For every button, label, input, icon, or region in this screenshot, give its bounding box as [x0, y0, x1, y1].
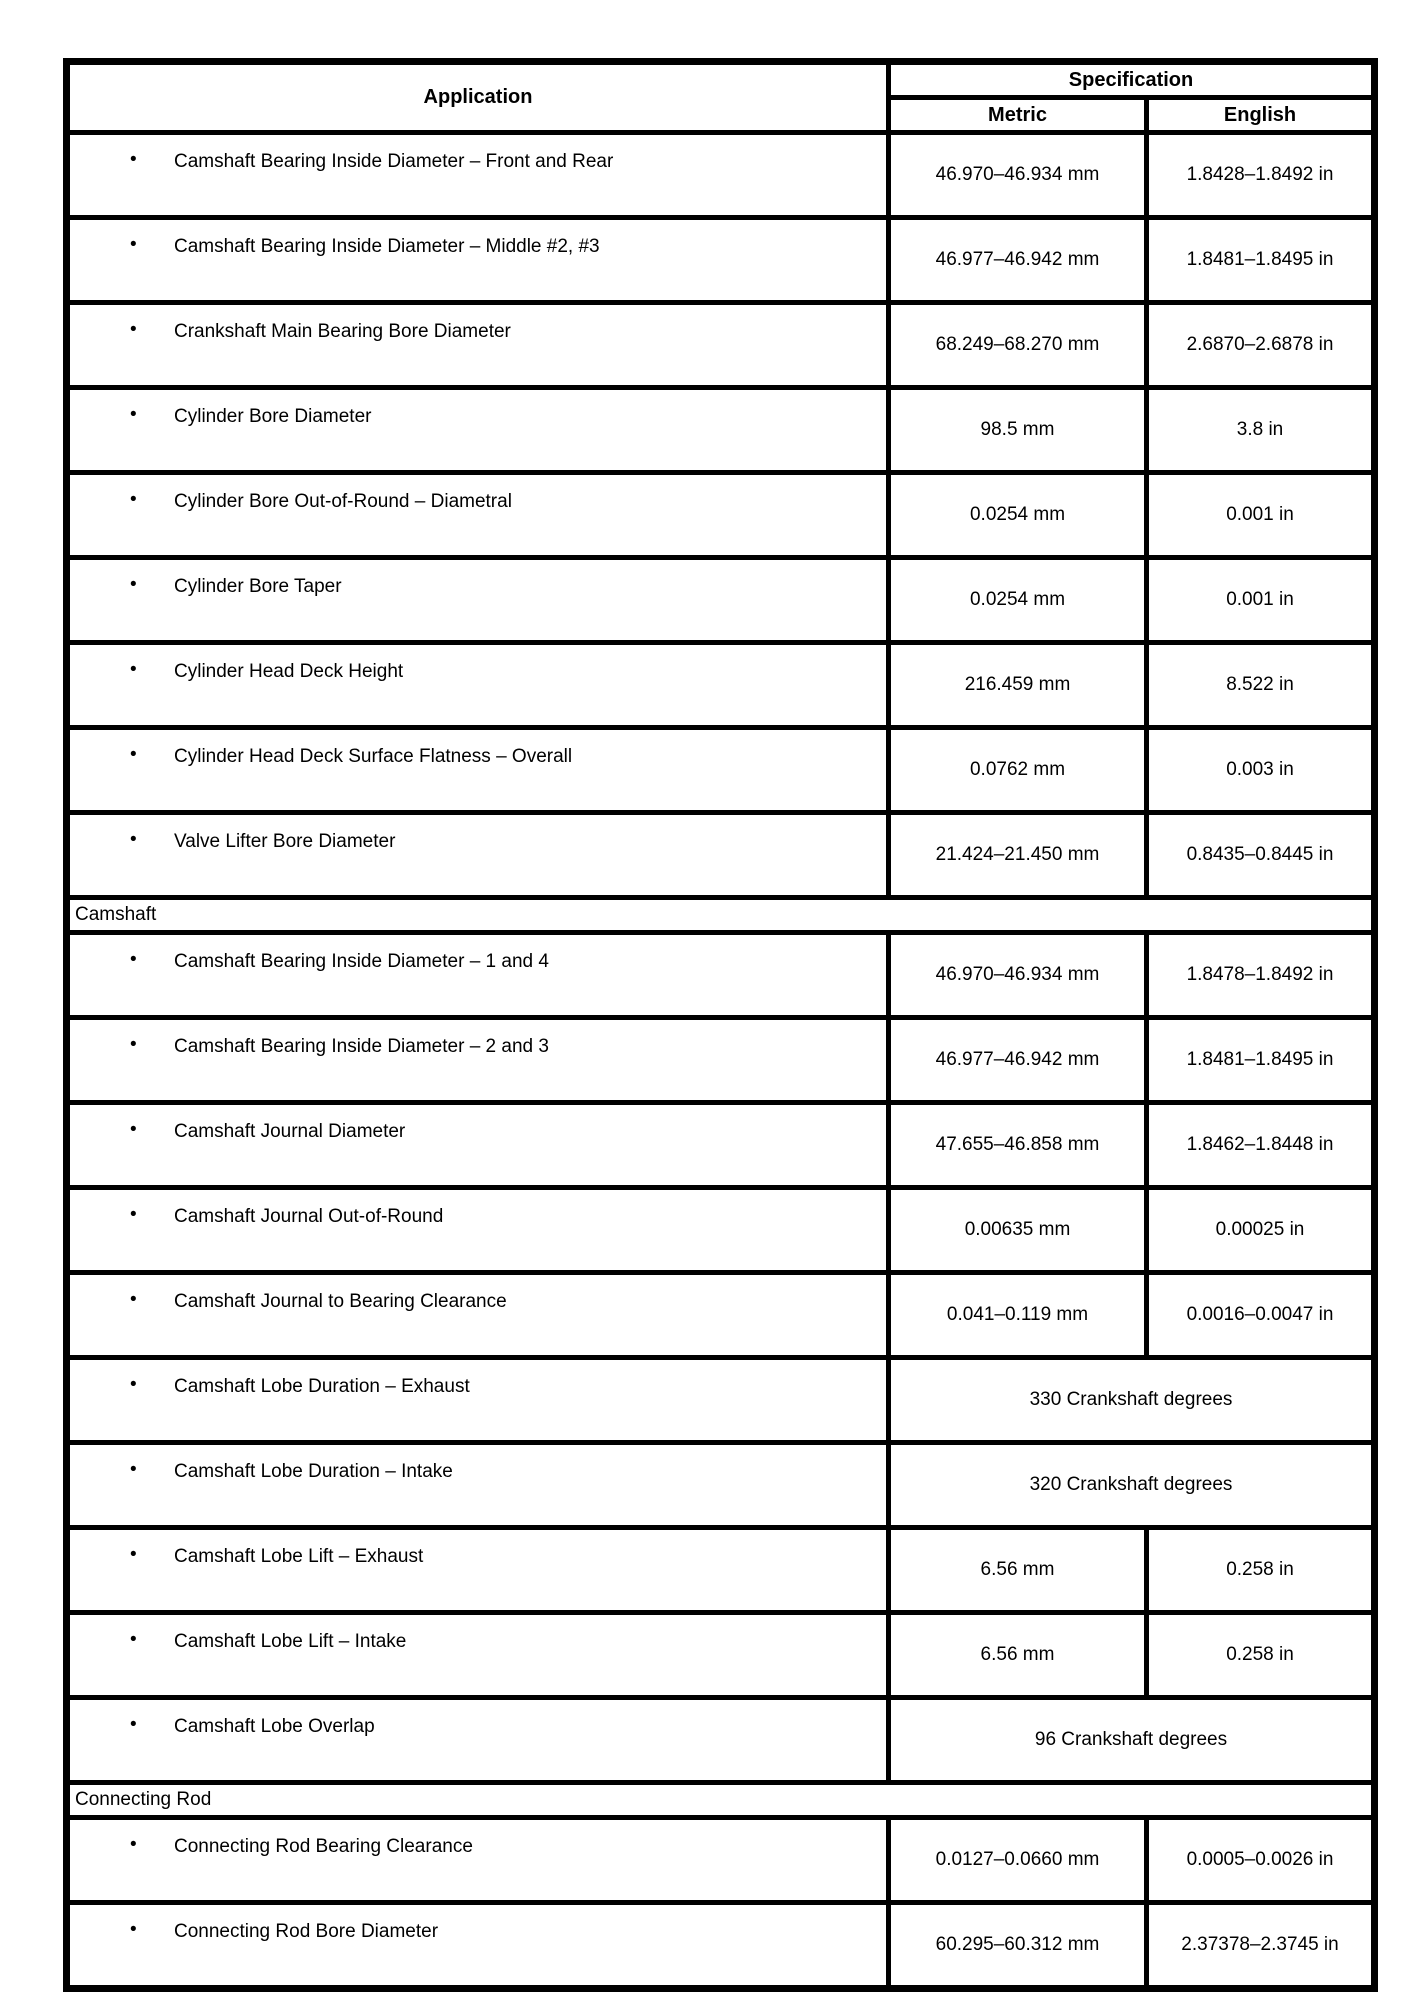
- row-label: Camshaft Bearing Inside Diameter – 1 and 4: [174, 951, 549, 972]
- section-row: [67, 898, 1375, 933]
- application-cell: [67, 1903, 889, 1989]
- bullet-icon: •: [130, 1919, 137, 1940]
- english-value: 2.6870–2.6878 in: [1147, 303, 1375, 388]
- bullet-icon: •: [130, 1374, 137, 1395]
- metric-header: Metric: [889, 98, 1147, 133]
- english-value: 0.001 in: [1147, 558, 1375, 643]
- row-label: Cylinder Bore Out-of-Round – Diametral: [174, 491, 512, 512]
- application-cell: [67, 1443, 889, 1528]
- row-label: Camshaft Lobe Lift – Exhaust: [174, 1546, 424, 1567]
- application-cell: [67, 1273, 889, 1358]
- english-header: English: [1147, 98, 1375, 133]
- table-row: [67, 1903, 1375, 1989]
- header-row-1: [67, 62, 1375, 98]
- application-cell: [67, 813, 889, 898]
- bullet-icon: •: [130, 1119, 137, 1140]
- bullet-icon: •: [130, 829, 137, 850]
- bullet-icon: •: [130, 1204, 137, 1225]
- english-value: 8.522 in: [1147, 643, 1375, 728]
- metric-value: 60.295–60.312 mm: [889, 1903, 1147, 1989]
- bullet-icon: •: [130, 659, 137, 680]
- table-row: [67, 388, 1375, 473]
- table-row: [67, 1818, 1375, 1903]
- row-label: Connecting Rod Bore Diameter: [174, 1921, 439, 1942]
- metric-value: 6.56 mm: [889, 1528, 1147, 1613]
- bullet-icon: •: [130, 149, 137, 170]
- metric-value: 0.0127–0.0660 mm: [889, 1818, 1147, 1903]
- metric-value: 46.977–46.942 mm: [889, 218, 1147, 303]
- table-row: [67, 133, 1375, 218]
- english-value: 2.37378–2.3745 in: [1147, 1903, 1375, 1989]
- row-label: Cylinder Bore Taper: [174, 576, 342, 597]
- metric-value: 21.424–21.450 mm: [889, 813, 1147, 898]
- english-value: 0.00025 in: [1147, 1188, 1375, 1273]
- table-row: [67, 1188, 1375, 1273]
- row-label: Camshaft Lobe Overlap: [174, 1716, 375, 1737]
- english-value: 1.8481–1.8495 in: [1147, 1018, 1375, 1103]
- row-label: Valve Lifter Bore Diameter: [174, 831, 396, 852]
- bullet-icon: •: [130, 319, 137, 340]
- bullet-icon: •: [130, 1034, 137, 1055]
- span-value: 320 Crankshaft degrees: [889, 1443, 1375, 1528]
- bullet-icon: •: [130, 1629, 137, 1650]
- metric-value: 46.970–46.934 mm: [889, 133, 1147, 218]
- row-label: Camshaft Journal Out-of-Round: [174, 1206, 444, 1227]
- row-label: Camshaft Lobe Lift – Intake: [174, 1631, 407, 1652]
- table-body: [67, 133, 1375, 1989]
- application-cell: [67, 558, 889, 643]
- application-cell: [67, 1103, 889, 1188]
- application-cell: [67, 1818, 889, 1903]
- table-row: [67, 303, 1375, 388]
- table-row: [67, 1358, 1375, 1443]
- bullet-icon: •: [130, 574, 137, 595]
- english-value: 1.8481–1.8495 in: [1147, 218, 1375, 303]
- application-header: Application: [67, 62, 889, 133]
- application-cell: [67, 1698, 889, 1783]
- table-row: [67, 1613, 1375, 1698]
- row-label: Cylinder Head Deck Height: [174, 661, 404, 682]
- english-value: 0.258 in: [1147, 1613, 1375, 1698]
- english-value: 1.8478–1.8492 in: [1147, 933, 1375, 1018]
- section-label: Connecting Rod: [67, 1783, 1375, 1818]
- row-label: Camshaft Lobe Duration – Intake: [174, 1461, 453, 1482]
- metric-value: 6.56 mm: [889, 1613, 1147, 1698]
- metric-value: 0.0254 mm: [889, 473, 1147, 558]
- span-value: 330 Crankshaft degrees: [889, 1358, 1375, 1443]
- span-value: 96 Crankshaft degrees: [889, 1698, 1375, 1783]
- bullet-icon: •: [130, 1834, 137, 1855]
- bullet-icon: •: [130, 404, 137, 425]
- application-cell: [67, 1613, 889, 1698]
- application-cell: [67, 643, 889, 728]
- bullet-icon: •: [130, 1289, 137, 1310]
- row-label: Cylinder Bore Diameter: [174, 406, 372, 427]
- metric-value: 47.655–46.858 mm: [889, 1103, 1147, 1188]
- application-cell: [67, 388, 889, 473]
- english-value: 0.258 in: [1147, 1528, 1375, 1613]
- english-value: 0.003 in: [1147, 728, 1375, 813]
- spec-table: [63, 58, 1378, 1992]
- row-label: Crankshaft Main Bearing Bore Diameter: [174, 321, 511, 342]
- application-cell: [67, 303, 889, 388]
- row-label: Camshaft Journal Diameter: [174, 1121, 406, 1142]
- row-label: Camshaft Bearing Inside Diameter – Middle #2, #3: [174, 236, 600, 257]
- bullet-icon: •: [130, 744, 137, 765]
- table-row: [67, 643, 1375, 728]
- table-row: [67, 1528, 1375, 1613]
- table-row: [67, 218, 1375, 303]
- row-label: Camshaft Bearing Inside Diameter – 2 and 3: [174, 1036, 549, 1057]
- metric-value: 0.041–0.119 mm: [889, 1273, 1147, 1358]
- table-row: [67, 728, 1375, 813]
- bullet-icon: •: [130, 234, 137, 255]
- english-value: 1.8428–1.8492 in: [1147, 133, 1375, 218]
- application-cell: [67, 133, 889, 218]
- table-row: [67, 1018, 1375, 1103]
- application-cell: [67, 218, 889, 303]
- application-cell: [67, 933, 889, 1018]
- application-cell: [67, 473, 889, 558]
- application-cell: [67, 728, 889, 813]
- english-value: 0.8435–0.8445 in: [1147, 813, 1375, 898]
- bullet-icon: •: [130, 949, 137, 970]
- table-row: [67, 813, 1375, 898]
- metric-value: 0.0254 mm: [889, 558, 1147, 643]
- table-row: [67, 558, 1375, 643]
- metric-value: 216.459 mm: [889, 643, 1147, 728]
- metric-value: 46.977–46.942 mm: [889, 1018, 1147, 1103]
- row-label: Camshaft Journal to Bearing Clearance: [174, 1291, 507, 1312]
- table-row: [67, 1443, 1375, 1528]
- table-row: [67, 933, 1375, 1018]
- specification-header: Specification: [889, 62, 1375, 98]
- application-cell: [67, 1018, 889, 1103]
- bullet-icon: •: [130, 1714, 137, 1735]
- bullet-icon: •: [130, 489, 137, 510]
- metric-value: 98.5 mm: [889, 388, 1147, 473]
- bullet-icon: •: [130, 1459, 137, 1480]
- table-row: [67, 1103, 1375, 1188]
- metric-value: 0.0762 mm: [889, 728, 1147, 813]
- row-label: Camshaft Lobe Duration – Exhaust: [174, 1376, 470, 1397]
- bullet-icon: •: [130, 1544, 137, 1565]
- english-value: 0.001 in: [1147, 473, 1375, 558]
- metric-value: 0.00635 mm: [889, 1188, 1147, 1273]
- application-cell: [67, 1188, 889, 1273]
- row-label: Camshaft Bearing Inside Diameter – Front and Rear: [174, 151, 614, 172]
- section-row: [67, 1783, 1375, 1818]
- english-value: 0.0016–0.0047 in: [1147, 1273, 1375, 1358]
- table-row: [67, 473, 1375, 558]
- row-label: Cylinder Head Deck Surface Flatness – Overall: [174, 746, 573, 767]
- table-row: [67, 1273, 1375, 1358]
- application-cell: [67, 1358, 889, 1443]
- metric-value: 68.249–68.270 mm: [889, 303, 1147, 388]
- metric-value: 46.970–46.934 mm: [889, 933, 1147, 1018]
- application-cell: [67, 1528, 889, 1613]
- english-value: 0.0005–0.0026 in: [1147, 1818, 1375, 1903]
- row-label: Connecting Rod Bearing Clearance: [174, 1836, 473, 1857]
- english-value: 3.8 in: [1147, 388, 1375, 473]
- table-row: [67, 1698, 1375, 1783]
- english-value: 1.8462–1.8448 in: [1147, 1103, 1375, 1188]
- section-label: Camshaft: [67, 898, 1375, 933]
